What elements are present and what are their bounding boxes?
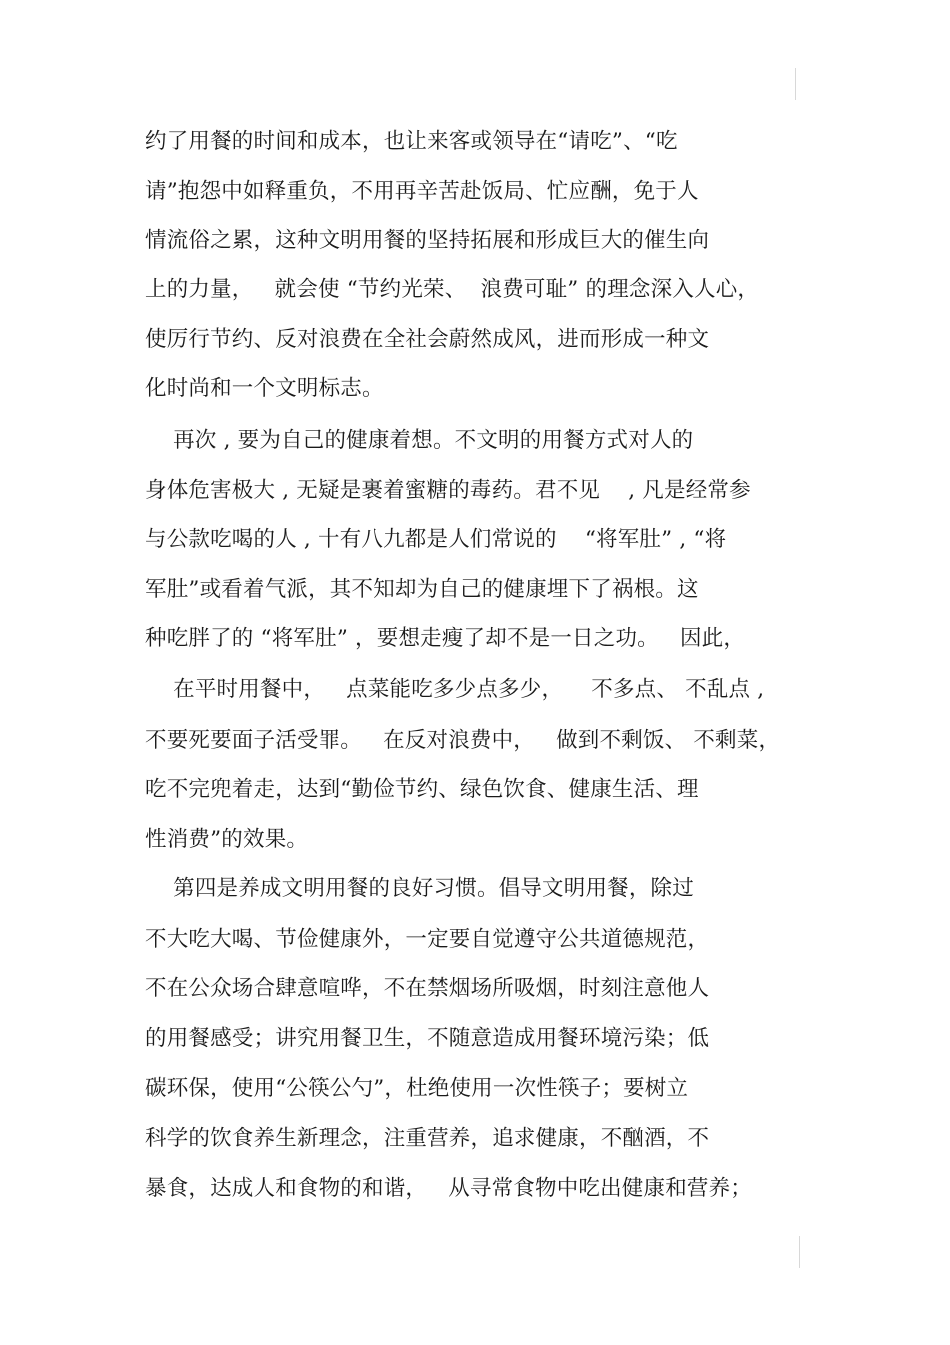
text-line: 不大吃大喝、节俭健康外，一定要自觉遵守公共道德规范， bbox=[145, 927, 710, 952]
text-line: 使厉行节约、反对浪费在全社会蔚然成风，进而形成一种文 bbox=[145, 327, 710, 352]
text-line: 再次 , 要为自己的健康着想。不文明的用餐方式对人的 bbox=[145, 428, 694, 453]
text-line: 请”抱怨中如释重负，不用再辛苦赴饭局、忙应酬，免于人 bbox=[145, 179, 699, 204]
text-line: 在平时用餐中， 点菜能吃多少点多少， 不多点、 不乱点 , bbox=[145, 677, 765, 702]
margin-mark-top bbox=[795, 68, 796, 100]
text-line: 第四是养成文明用餐的良好习惯。倡导文明用餐，除过 bbox=[145, 876, 694, 901]
text-line: 吃不完兜着走，达到“勤俭节约、绿色饮食、健康生活、理 bbox=[145, 777, 699, 802]
margin-mark-bottom bbox=[799, 1236, 800, 1268]
text-line: 碳环保，使用“公筷公勺”，杜绝使用一次性筷子；要树立 bbox=[145, 1076, 689, 1101]
text-line: 暴食，达成人和食物的和谐， 从寻常食物中吃出健康和营养； bbox=[145, 1176, 753, 1201]
text-line: 科学的饮食养生新理念，注重营养，追求健康，不酗酒，不 bbox=[145, 1126, 710, 1151]
text-line: 情流俗之累，这种文明用餐的坚持拓展和形成巨大的催生向 bbox=[145, 228, 710, 253]
text-line: 不要死要面子活受罪。 在反对浪费中， 做到不剩饭、 不剩菜， bbox=[145, 728, 781, 753]
text-line: 约了用餐的时间和成本，也让来客或领导在“请吃”、“吃 bbox=[145, 129, 678, 154]
text-line: 性消费”的效果。 bbox=[145, 827, 309, 852]
text-line: 种吃胖了的 “将军肚” ，要想走瘦了却不是一日之功。 因此， bbox=[145, 626, 746, 651]
text-line: 军肚”或看着气派，其不知却为自己的健康埋下了祸根。这 bbox=[145, 577, 699, 602]
text-line: 不在公众场合肆意喧哗，不在禁烟场所吸烟，时刻注意他人 bbox=[145, 976, 710, 1001]
text-line: 的用餐感受；讲究用餐卫生，不随意造成用餐环境污染；低 bbox=[145, 1026, 710, 1051]
text-line: 化时尚和一个文明标志。 bbox=[145, 376, 384, 401]
text-line: 上的力量， 就会使 “节约光荣、 浪费可耻” 的理念深入人心， bbox=[145, 277, 760, 302]
text-line: 与公款吃喝的人 , 十有八九都是人们常说的 “将军肚” , “将 bbox=[145, 527, 727, 552]
text-line: 身体危害极大 , 无疑是裹着蜜糖的毒药。君不见 , 凡是经常参 bbox=[145, 478, 751, 503]
